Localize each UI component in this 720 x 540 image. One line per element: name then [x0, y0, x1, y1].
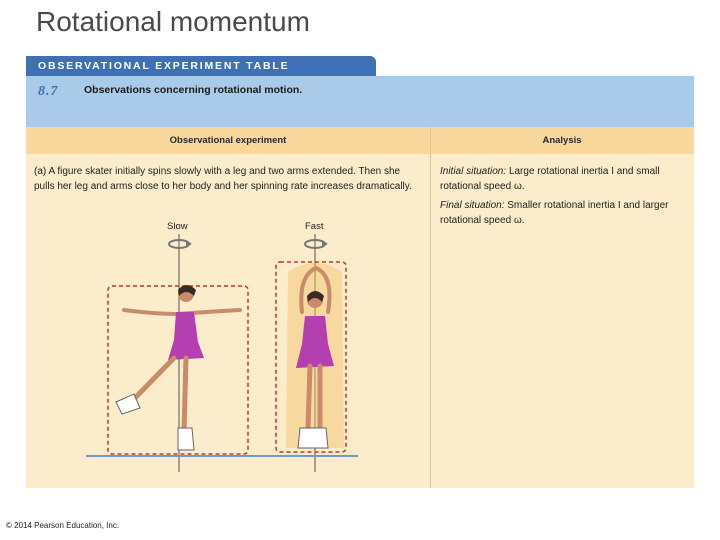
initial-situation-label: Initial situation:	[440, 166, 507, 177]
final-situation-text: Smaller rotational inertia I and larger rotational speed ω.	[440, 200, 669, 226]
fast-leg-left	[308, 366, 310, 428]
fast-skater-figure	[260, 234, 358, 472]
table-caption: Observations concerning rotational motion.	[84, 84, 303, 96]
column-header-analysis: Analysis	[542, 135, 582, 146]
slow-label: Slow	[167, 221, 188, 232]
final-situation-label: Final situation:	[440, 200, 505, 211]
slow-dress	[168, 312, 204, 360]
slow-skater-figure	[86, 234, 276, 472]
slide-title: Rotational momentum	[36, 6, 310, 37]
skater-illustration	[26, 76, 694, 488]
slow-standing-leg	[184, 358, 186, 431]
column-header-experiment: Observational experiment	[169, 135, 287, 146]
slow-extended-leg	[131, 358, 174, 402]
initial-situation-text: Large rotational inertia I and small rotational speed ω.	[440, 166, 660, 192]
observational-table	[26, 76, 694, 488]
table-number: 8.7	[38, 84, 59, 99]
slow-skate-right-icon	[178, 428, 194, 450]
fast-label: Fast	[305, 221, 324, 232]
fast-skates-icon	[298, 428, 328, 448]
experiment-description: (a) A figure skater initially spins slowly with a leg and two arms extended. Then she pulls her leg and arms close to her body and her spinning rate increases dramatically.	[34, 166, 412, 192]
copyright-notice: © 2014 Pearson Education, Inc.	[6, 521, 120, 530]
table-tab-label: OBSERVATIONAL EXPERIMENT TABLE	[26, 56, 376, 76]
